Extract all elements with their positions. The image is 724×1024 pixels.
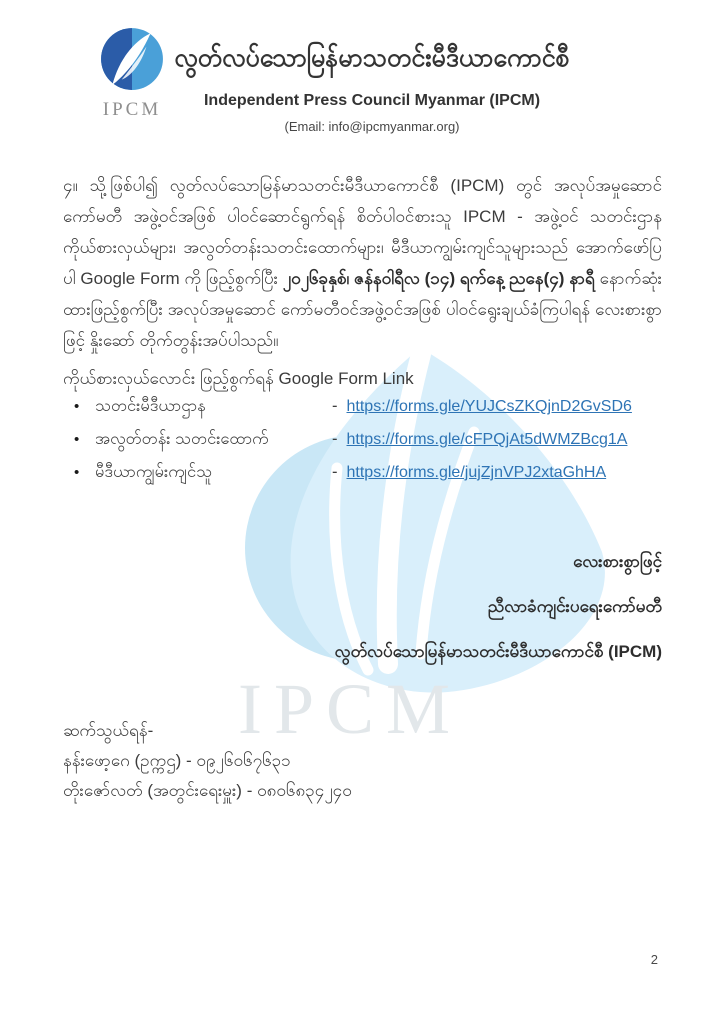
signoff-line-committee: ညီလာခံကျင်းပရေးကော်မတီ xyxy=(487,597,662,616)
deadline-date: ၂၀၂၆ခုနှစ်၊ ဇန်နဝါရီလ (၁၄) ရက်နေ့ ညနေ(၄) နာရီ xyxy=(282,269,595,288)
bullet-icon: • xyxy=(74,431,80,448)
form-link[interactable]: https://forms.gle/jujZjnVPJ2xtaGhHA xyxy=(346,464,607,481)
announcement-paragraph xyxy=(63,170,662,368)
contact-person-chairman: နန်းဖော့ဂေ (ဥက္ကဌ) - ၀၉၂၆၀၆၇၆၃၁ xyxy=(63,751,291,770)
contact-block xyxy=(63,716,352,806)
signoff-block xyxy=(335,551,662,686)
signoff-line-respectfully: လေးစားစွာဖြင့် xyxy=(573,552,662,571)
letterhead xyxy=(70,42,674,134)
form-link-label: အလွတ်တန်း သတင်းထောက် xyxy=(95,430,269,448)
org-title-myanmar: လွတ်လပ်သောမြန်မာသတင်းမီဒီယာကောင်စီ xyxy=(174,44,570,72)
bullet-icon: • xyxy=(74,398,80,415)
form-link-label: သတင်းမီဒီယာဌာန xyxy=(95,397,206,415)
paragraph-text-post: နောက်ဆုံးထားဖြည့်စွက်ပြီး အလုပ်အမှုဆောင် ကော်မတီဝင်အဖွဲ့ဝင်အဖြစ် ပါဝင်ရွေးချယ်ခံကြပါရန် လေးစားစွာဖြင့် နှိုးဆော် တိုက်တွန်းအပ်ပါသည်။ xyxy=(63,269,662,350)
dash-separator: - xyxy=(332,463,338,481)
paragraph-text-pre: ၄။ သို့ဖြစ်ပါ၍ လွတ်လပ်သောမြန်မာသတင်းမီဒီယာကောင်စီ (IPCM) တွင် အလုပ်အမှုဆောင်ကော်မတီ အဖွဲ့ဝင်အဖြစ် ပါဝင်ဆောင်ရွက်ရန် စိတ်ပါဝင်စားသူ IPCM - အဖွဲ့ဝင် သတင်းဌာနကိုယ်စားလှယ်များ၊ အလွတ်တန်းသတင်းထောက်များ၊ မီဒီယာကျွမ်းကျင်သူများသည် အောက်ဖော်ပြပါ Google Form ကို ဖြည့်စွက်ပြီး xyxy=(63,176,662,288)
org-email: (Email: info@ipcmyanmar.org) xyxy=(284,119,460,134)
dash-separator: - xyxy=(332,397,338,415)
page-number: 2 xyxy=(650,952,658,967)
bullet-icon: • xyxy=(74,464,80,481)
form-link[interactable]: https://forms.gle/YUJCsZKQjnD2GvSD6 xyxy=(346,398,632,415)
form-link-item xyxy=(74,462,644,486)
form-link[interactable]: https://forms.gle/cFPQjAt5dWMZBcg1A xyxy=(346,431,628,448)
contact-heading: ဆက်သွယ်ရန်- xyxy=(63,721,154,740)
watermark-text: IPCM xyxy=(238,669,463,749)
ipcm-logo-label: IPCM xyxy=(102,99,162,120)
contact-person-secretary: တိုးဇော်လတ် (အတွင်းရေးမှူး) - ၀၈၀၆၈၃၄၂၄၀ xyxy=(63,781,352,800)
form-link-item xyxy=(74,396,644,420)
form-link-item xyxy=(74,429,644,453)
form-links-list xyxy=(74,396,644,495)
form-links-heading: ကိုယ်စားလှယ်လောင်း ဖြည့်စွက်ရန် Google Form Link xyxy=(63,369,414,388)
form-link-label: မီဒီယာကျွမ်းကျင်သူ xyxy=(95,463,213,481)
dash-separator: - xyxy=(332,430,338,448)
signoff-line-organization: လွတ်လပ်သောမြန်မာသတင်းမီဒီယာကောင်စီ (IPCM) xyxy=(334,642,662,661)
org-title-english: Independent Press Council Myanmar (IPCM) xyxy=(203,92,541,109)
